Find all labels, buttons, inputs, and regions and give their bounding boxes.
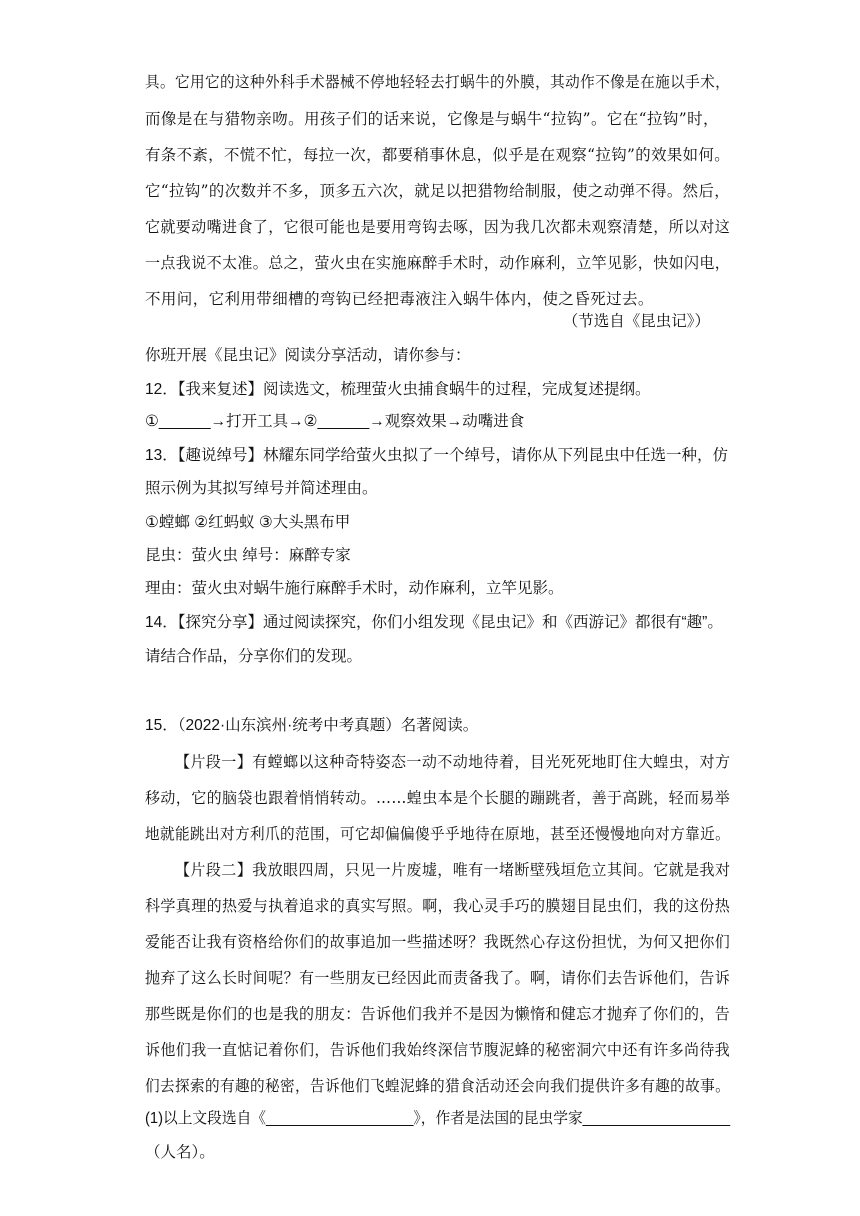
excerpt-2-line-6: 诉他们我一直惦记着你们，告诉他们我始终深信节腹泥蜂的秘密洞穴中还有许多尚待我 (145, 1041, 731, 1059)
question-12-outline: ①______→打开工具→②______→观察效果→动嘴进食 (145, 413, 525, 430)
passage-line-5: 它就要动嘴进食了，它很可能也是要用弯钩去啄，因为我几次都未观察清楚，所以对这 (145, 218, 731, 236)
excerpt-2-line-1: 【片段二】我放眼四周，只见一片废墟，唯有一堵断壁残垣危立其间。它就是我对 (175, 861, 731, 879)
question-15-title: 15．（2022·山东滨州·统考中考真题）名著阅读。 (145, 717, 479, 734)
source-note: （节选自《昆虫记》） (562, 313, 710, 330)
excerpt-2-line-7: 们去探索的有趣的秘密，告诉他们飞蝗泥蜂的猎食活动还会向我们提供许多有趣的故事。 (145, 1077, 731, 1095)
question-13-example: 昆虫：萤火虫 绰号：麻醉专家 (145, 547, 351, 564)
excerpt-2-line-3: 爱能否让我有资格给你们的故事追加一些描述呀？我既然心存这份担忧，为何又把你们 (145, 933, 731, 951)
passage-line-2: 而像是在与猎物亲吻。用孩子们的话来说，它像是与蜗牛“拉钩”。它在“拉钩”时， (145, 110, 719, 128)
activity-intro: 你班开展《昆虫记》阅读分享活动，请你参与： (145, 347, 471, 364)
excerpt-2-line-5: 那些既是你们的也是我的朋友：告诉他们我并不是因为懒惰和健忘才抛弃了你们的，告 (145, 1005, 731, 1023)
passage-line-7: 不用问，它利用带细槽的弯钩已经把毒液注入蜗牛体内，使之昏死过去。 (145, 290, 654, 308)
excerpt-1-line-2: 移动，它的脑袋也跟着悄悄转动。……蝗虫本是个长腿的蹦跳者，善于高跳，轻而易举 (145, 789, 731, 807)
passage-line-3: 有条不紊，不慌不忙，每拉一次，都要稍事休息，似乎是在观察“拉钩”的效果如何。 (145, 146, 731, 164)
question-14-line-1: 14．【探究分享】通过阅读探究，你们小组发现《昆虫记》和《西游记》都很有“趣”。 (145, 614, 723, 631)
question-15-sub1-line-1: (1)以上文段选自《__________________》，作者是法国的昆虫学家__________________ (145, 1110, 731, 1127)
question-12-title: 12．【我来复述】阅读选文，梳理萤火虫捕食蜗牛的过程，完成复述提纲。 (145, 381, 651, 398)
question-13-options: ①螳螂 ②红蚂蚁 ③大头黑布甲 (145, 514, 351, 531)
question-13-line-2: 照示例为其拟写绰号并简述理由。 (145, 480, 378, 497)
excerpt-2-line-2: 科学真理的热爱与执着追求的真实写照。啊，我心灵手巧的膜翅目昆虫们，我的这份热 (145, 897, 731, 915)
passage-line-4: 它“拉钩”的次数并不多，顶多五六次，就足以把猎物给制服，使之动弹不得。然后， (145, 182, 731, 200)
excerpt-1-line-3: 地就能跳出对方利爪的范围，可它却偏偏傻乎乎地待在原地，甚至还慢慢地向对方靠近。 (145, 825, 731, 843)
excerpt-2-line-4: 抛弃了这么长时间呢？有一些朋友已经因此而责备我了。啊，请你们去告诉他们，告诉 (145, 969, 731, 987)
excerpt-1-line-1: 【片段一】有螳螂以这种奇特姿态一动不动地待着，目光死死地盯住大蝗虫，对方 (175, 753, 731, 771)
passage-line-1: 具。它用它的这种外科手术器械不停地轻轻去打蜗牛的外膜，其动作不像是在施以手术， (145, 73, 731, 91)
question-13-reason: 理由：萤火虫对蜗牛施行麻醉手术时，动作麻利，立竿见影。 (145, 580, 564, 597)
passage-line-6: 一点我说不太准。总之，萤火虫在实施麻醉手术时，动作麻利，立竿见影，快如闪电， (145, 254, 731, 272)
question-13-line-1: 13．【趣说绰号】林耀东同学给萤火虫拟了一个绰号，请你从下列昆虫中任选一种，仿 (145, 447, 728, 464)
question-14-line-2: 请结合作品，分享你们的发现。 (145, 648, 363, 665)
question-15-sub1-line-2: （人名）。 (145, 1144, 215, 1161)
